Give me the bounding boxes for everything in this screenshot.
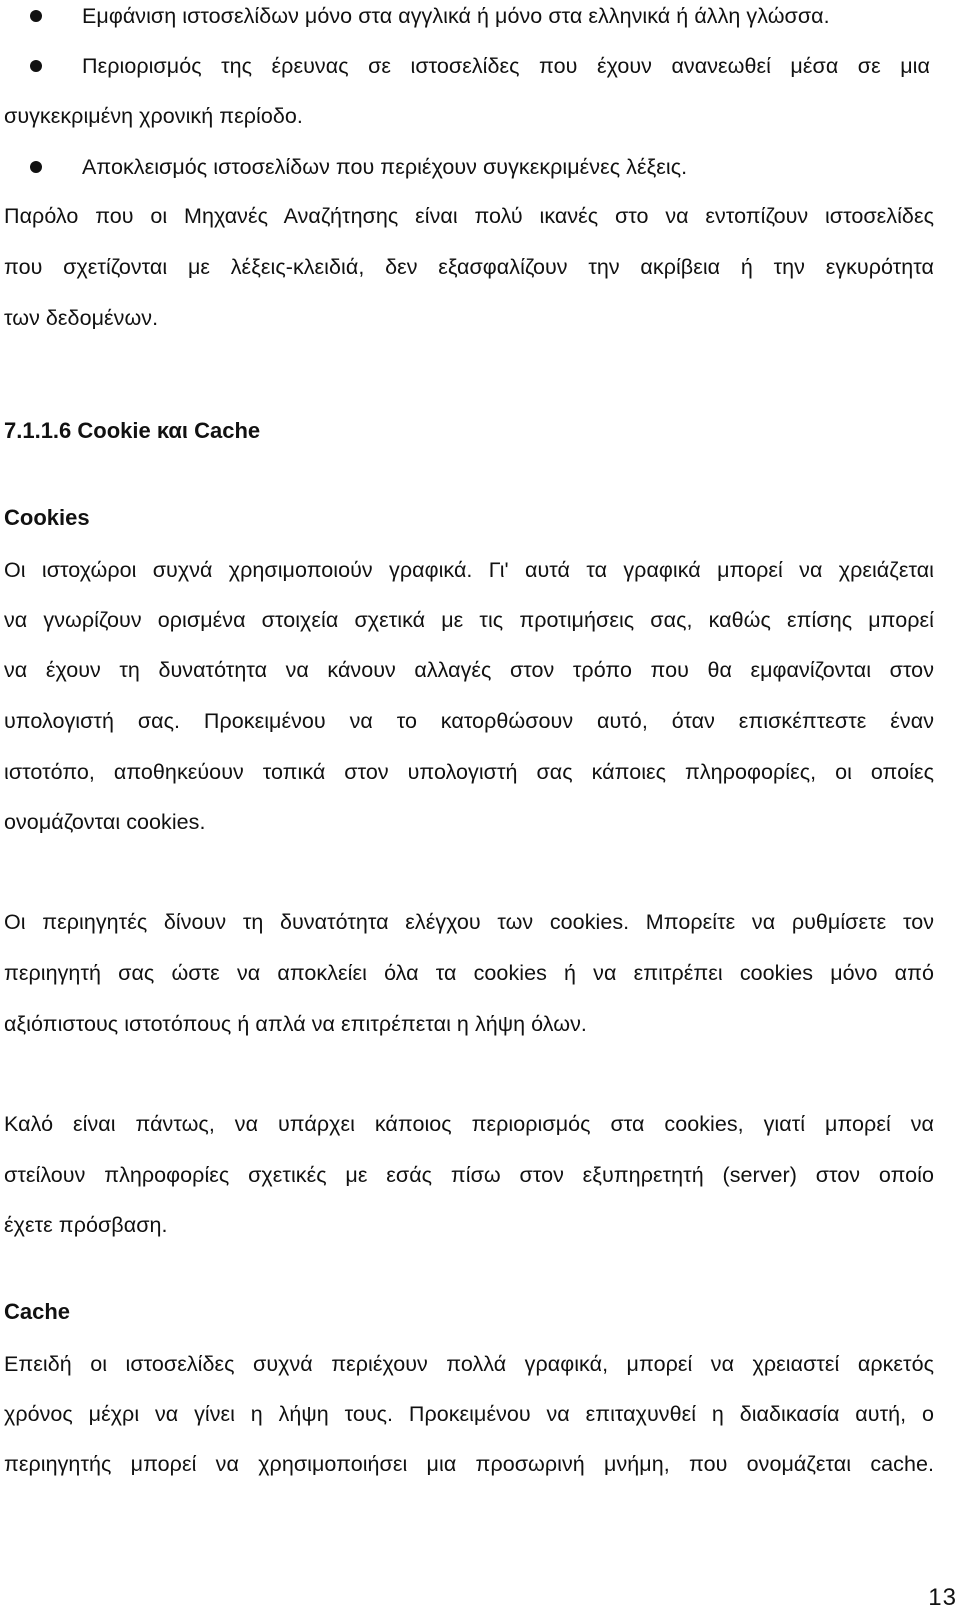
cache-heading: Cache: [4, 1299, 71, 1324]
paragraph-line: υπολογιστή σας. Προκειμένου να το κατορθώσουν αυτό, όταν επισκέπτεστε έναν: [4, 709, 934, 733]
paragraph-line: χρόνος μέχρι να γίνει η λήψη τους. Προκειμένου να επιταχυνθεί η διαδικασία αυτή, ο: [4, 1402, 934, 1426]
paragraph-line: Καλό είναι πάντως, να υπάρχει κάποιος περιορισμός στα cookies, γιατί μπορεί να: [4, 1112, 934, 1136]
cookies-heading: Cookies: [4, 505, 90, 530]
section-heading: 7.1.1.6 Cookie και Cache: [4, 418, 261, 443]
bullet-text: Εμφάνιση ιστοσελίδων μόνο στα αγγλικά ή μόνο στα ελληνικά ή άλλη γλώσσα.: [82, 4, 830, 28]
bullet-dot-icon: [30, 161, 42, 173]
paragraph-line: Επειδή οι ιστοσελίδες συχνά περιέχουν πολλά γραφικά, μπορεί να χρειαστεί αρκετός: [4, 1352, 934, 1376]
paragraph-line: των δεδομένων.: [4, 306, 159, 330]
bullet-text: Περιορισμός της έρευνας σε ιστοσελίδες που έχουν ανανεωθεί μέσα σε μια: [82, 54, 930, 78]
paragraph-line: Παρόλο που οι Μηχανές Αναζήτησης είναι πολύ ικανές στο να εντοπίζουν ιστοσελίδες: [4, 204, 934, 228]
paragraph-line: έχετε πρόσβαση.: [4, 1213, 168, 1237]
bullet-dot-icon: [30, 60, 42, 72]
paragraph-line: περιηγητής μπορεί να χρησιμοποιήσει μια προσωρινή μνήμη, που ονομάζεται cache.: [4, 1452, 934, 1476]
paragraph-line: να έχουν τη δυνατότητα να κάνουν αλλαγές στον τρόπο που θα εμφανίζονται στον: [4, 658, 934, 682]
paragraph-line: ιστοτόπο, αποθηκεύουν τοπικά στον υπολογιστή σας κάποιες πληροφορίες, οι οποίες: [4, 760, 934, 784]
page-number: 13: [928, 1584, 957, 1611]
paragraph-line: αξιόπιστους ιστοτόπους ή απλά να επιτρέπεται η λήψη όλων.: [4, 1012, 587, 1036]
paragraph-line: στείλουν πληροφορίες σχετικές με εσάς πίσω στον εξυπηρετητή (server) στον οποίο: [4, 1163, 934, 1187]
paragraph-line: Οι ιστοχώροι συχνά χρησιμοποιούν γραφικά. Γι' αυτά τα γραφικά μπορεί να χρειάζεται: [4, 558, 934, 582]
paragraph-line: να γνωρίζουν ορισμένα στοιχεία σχετικά με τις προτιμήσεις σας, καθώς επίσης μπορεί: [4, 608, 934, 632]
bullet-text: Αποκλεισμός ιστοσελίδων που περιέχουν συγκεκριμένες λέξεις.: [82, 155, 688, 179]
bullet-text-continued: συγκεκριμένη χρονική περίοδο.: [4, 104, 303, 128]
bullet-dot-icon: [30, 10, 42, 22]
paragraph-line: ονομάζονται cookies.: [4, 810, 206, 834]
paragraph-line: Οι περιηγητές δίνουν τη δυνατότητα ελέγχου των cookies. Μπορείτε να ρυθμίσετε τον: [4, 910, 934, 934]
paragraph-line: που σχετίζονται με λέξεις-κλειδιά, δεν εξασφαλίζουν την ακρίβεια ή την εγκυρότητα: [4, 255, 934, 279]
paragraph-line: περιηγητή σας ώστε να αποκλείει όλα τα cookies ή να επιτρέπει cookies μόνο από: [4, 961, 934, 985]
